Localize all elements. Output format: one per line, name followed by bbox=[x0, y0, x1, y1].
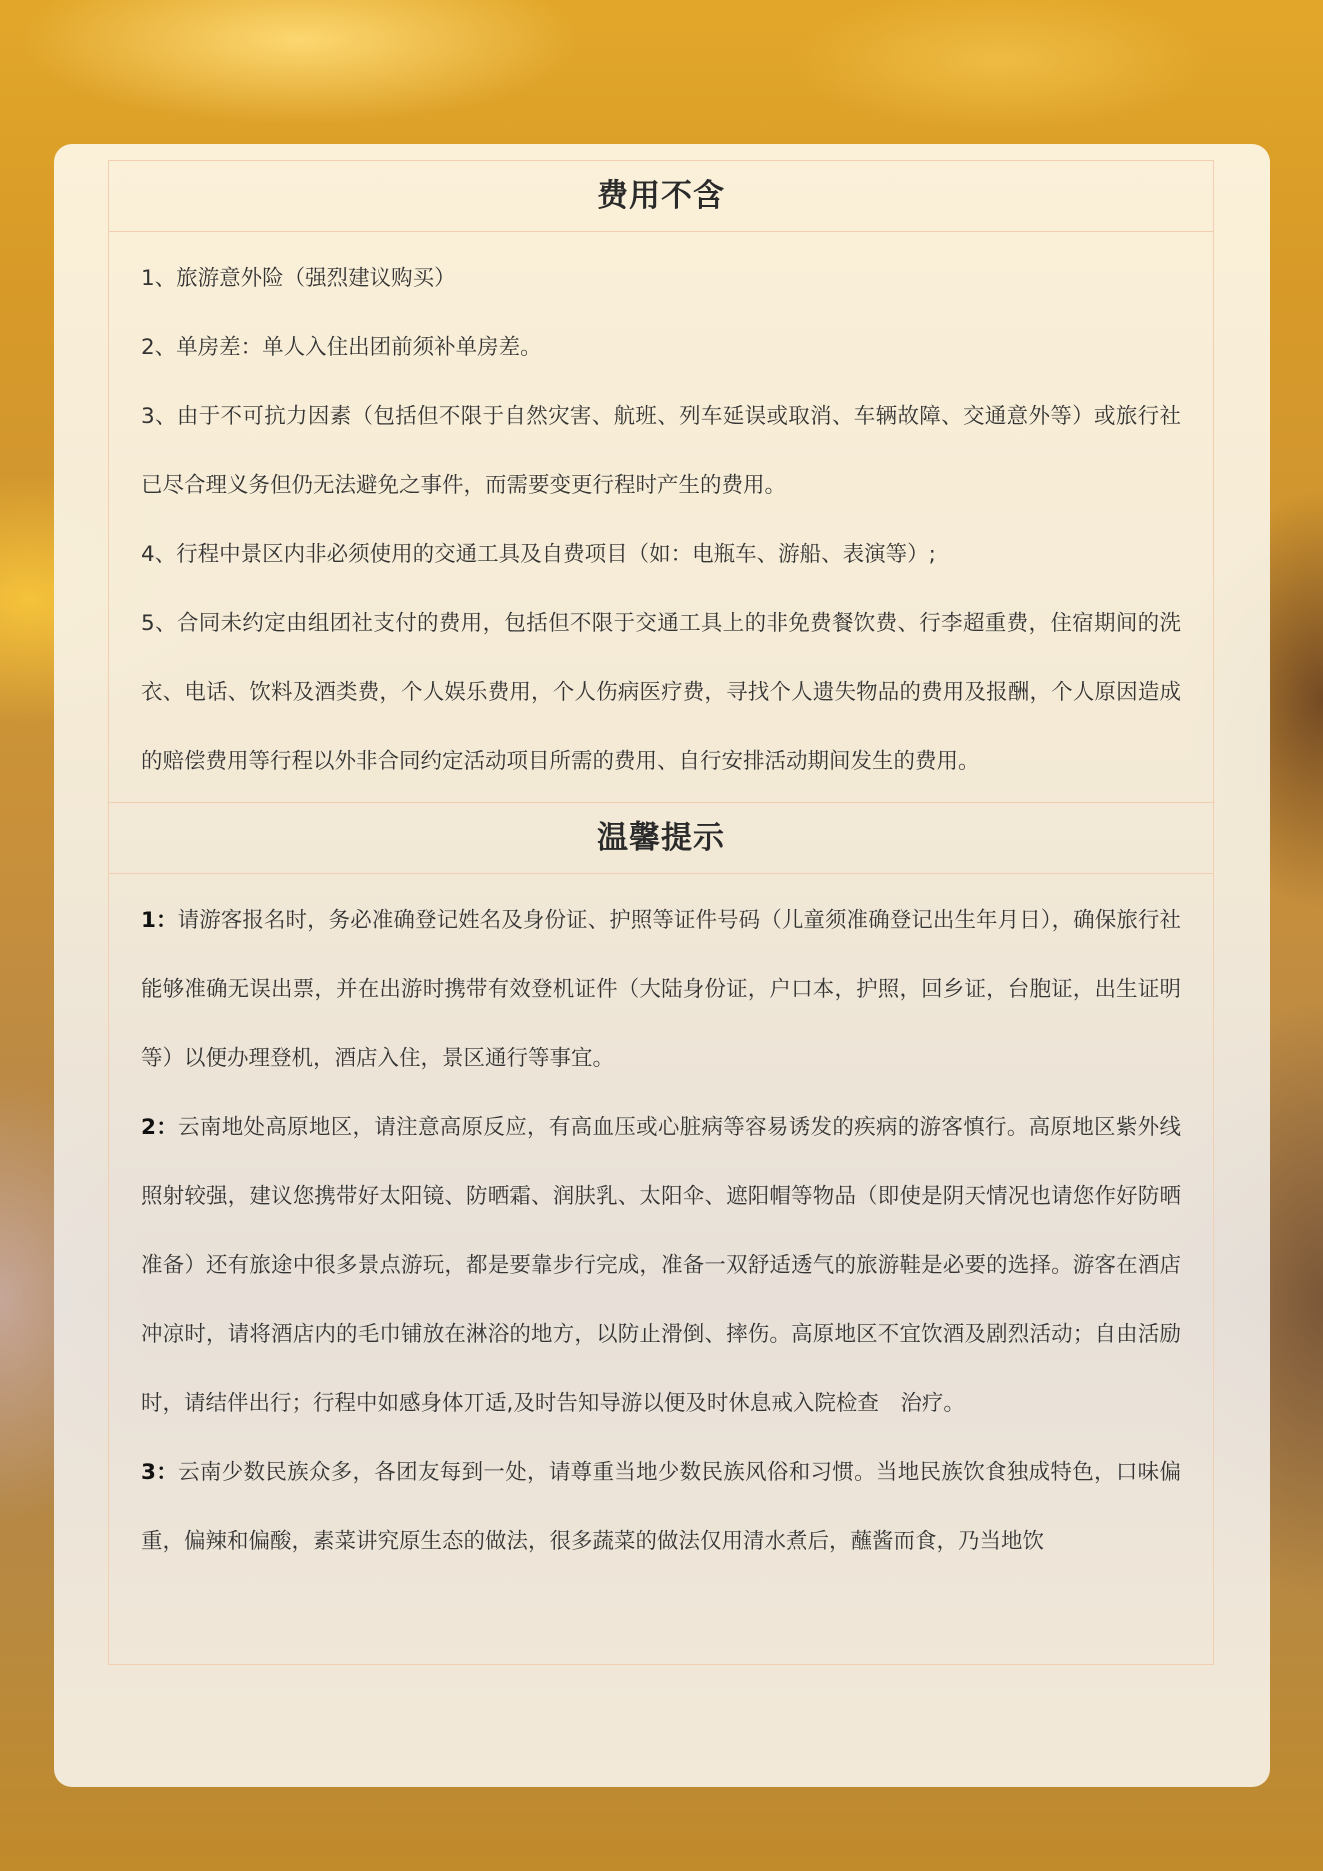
section-body-warm-tips bbox=[109, 874, 1213, 1582]
list-item: 2、单房差：单人入住出团前须补单房差。 bbox=[141, 335, 542, 360]
section-title-fees-excluded: 费用不含 bbox=[109, 161, 1213, 232]
section-title-warm-tips: 温馨提示 bbox=[109, 802, 1213, 874]
item-number: 1： bbox=[141, 908, 178, 933]
item-number: 3： bbox=[141, 1460, 179, 1485]
list-item: 2：云南地处高原地区，请注意高原反应，有高血压或心脏病等容易诱发的疾病的游客慎行。高原地区紫外线照射较强，建议您携带好太阳镜、防晒霜、润肤乳、太阳伞、遮阳帽等物品（即使是阴天情况也请您作好防晒准备）还有旅途中很多景点游玩，都是要靠步行完成，准备一双舒适透气的旅游鞋是必要的选择。游客在酒店冲凉时，请将酒店内的毛巾铺放在淋浴的地方，以防止滑倒、摔伤。高原地区不宜饮酒及剧烈活动；自由活励时，请结伴出行；行程中如感身体丌适,及时告知导游以便及时休息戒入院检查 治疗。 bbox=[141, 1115, 1181, 1416]
item-number: 2： bbox=[141, 1115, 179, 1140]
list-item: 5、合同未约定由组团社支付的费用，包括但不限于交通工具上的非免费餐饮费、行李超重费，住宿期间的洗衣、电话、饮料及酒类费，个人娱乐费用，个人伤病医疗费，寻找个人遗失物品的费用及报酬，个人原因造成的赔偿费用等行程以外非合同约定活动项目所需的费用、自行安排活动期间发生的费用。 bbox=[141, 611, 1181, 774]
list-item: 1：请游客报名时，务必准确登记姓名及身份证、护照等证件号码（儿童须准确登记出生年月日），确保旅行社能够准确无误出票，并在出游时携带有效登机证件（大陆身份证，户口本，护照，回乡证，台胞证，出生证明等）以便办理登机，酒店入住，景区通行等事宜。 bbox=[141, 908, 1181, 1071]
list-item: 3：云南少数民族众多，各团友每到一处，请尊重当地少数民族风俗和习惯。当地民族饮食独成特色，口味偏重，偏辣和偏酸，素菜讲究原生态的做法，很多蔬菜的做法仅用清水煮后，蘸酱而食，乃当地饮 bbox=[141, 1460, 1181, 1554]
list-item: 4、行程中景区内非必须使用的交通工具及自费项目（如：电瓶车、游船、表演等）; bbox=[141, 542, 936, 567]
list-item: 3、由于不可抗力因素（包括但不限于自然灾害、航班、列车延误或取消、车辆故障、交通意外等）或旅行社已尽合理义务但仍无法避免之事件，而需要变更行程时产生的费用。 bbox=[141, 404, 1181, 498]
section-body-fees-excluded bbox=[109, 232, 1213, 802]
list-item: 1、旅游意外险（强烈建议购买） bbox=[141, 266, 456, 291]
document-frame bbox=[108, 160, 1214, 1665]
